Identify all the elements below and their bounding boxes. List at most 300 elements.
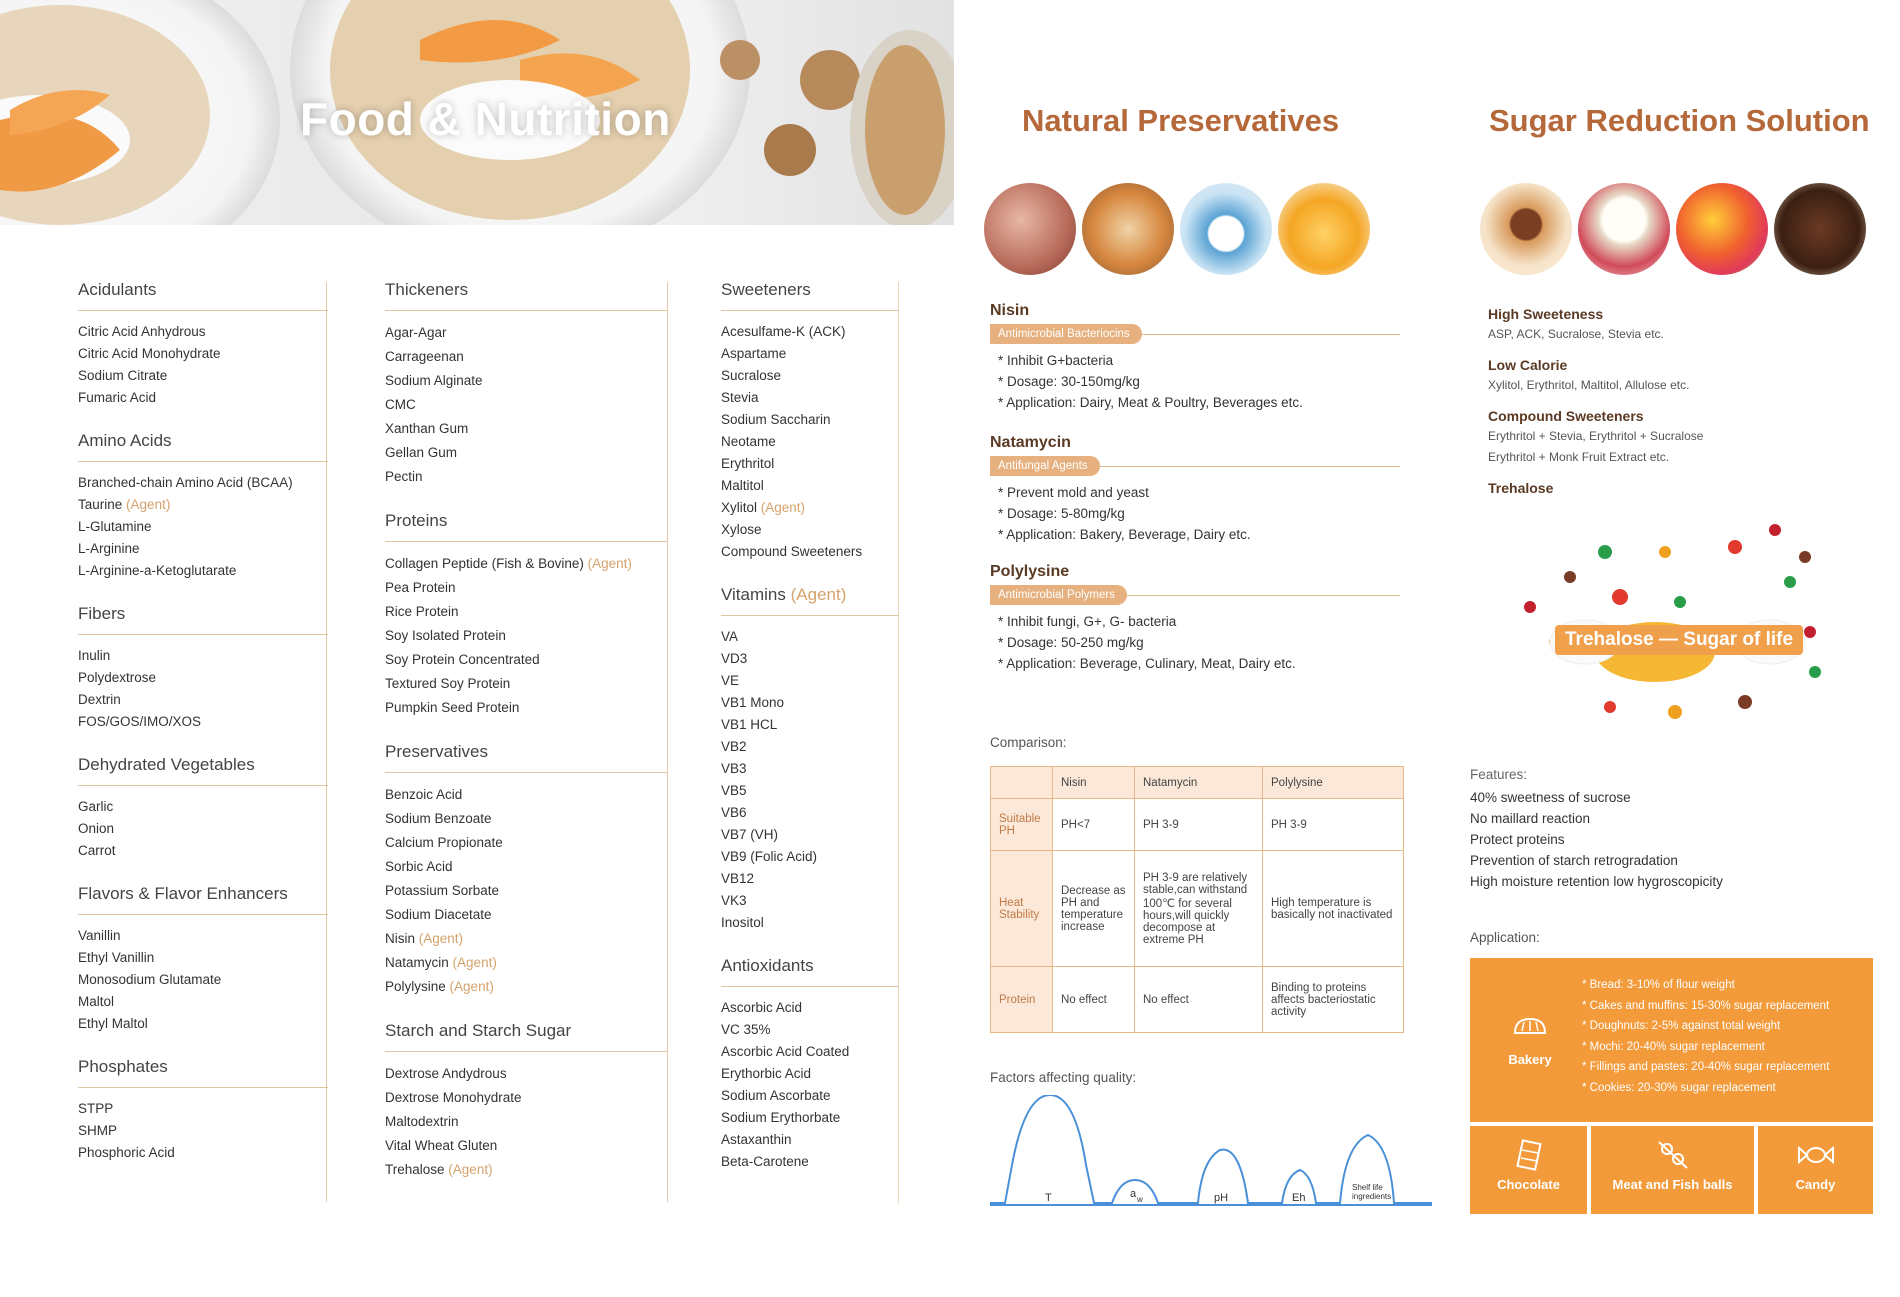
table-cell: No effect (1135, 967, 1263, 1033)
feature-item: Prevention of starch retrogradation (1470, 853, 1678, 868)
chocolate-icon (1514, 1138, 1544, 1172)
agent-tag: (Agent) (449, 979, 494, 994)
category-title (385, 1021, 667, 1052)
ingredient-item (78, 711, 328, 733)
category-title (721, 956, 899, 987)
ingredient-item (721, 692, 899, 714)
category-title (78, 280, 328, 311)
agent-tag: (Agent) (452, 955, 497, 970)
ingredient-item (385, 1158, 667, 1182)
category-title-text: Thickeners (385, 280, 469, 299)
bakery-bullet: * Cookies: 20-30% sugar replacement (1582, 1081, 1776, 1094)
pizza-photo (1082, 183, 1174, 275)
column-divider (667, 282, 668, 1202)
chocolate-label: Chocolate (1497, 1177, 1560, 1192)
hero-title: Food & Nutrition (300, 93, 671, 145)
ingredient-name: Sodium Alginate (385, 373, 483, 388)
ingredient-item (721, 1085, 899, 1107)
comparison-label: Comparison: (990, 735, 1067, 750)
preservative-block (990, 434, 1400, 545)
ingredient-name: VB6 (721, 805, 747, 820)
category-title (385, 511, 667, 542)
ingredient-item (721, 409, 899, 431)
ingredient-item (721, 321, 899, 343)
bakery-bullet: * Cakes and muffins: 15-30% sugar replacement (1582, 999, 1830, 1012)
ingredient-item (385, 975, 667, 999)
ingredient-name: Erythorbic Acid (721, 1066, 812, 1081)
ingredient-item (721, 868, 899, 890)
ingredient-item (721, 1041, 899, 1063)
ingredient-name: STPP (78, 1101, 114, 1116)
ingredient-name: Stevia (721, 390, 759, 405)
ingredient-item (721, 453, 899, 475)
table-row-header: Heat Stability (991, 851, 1053, 967)
ingredient-category (385, 1021, 667, 1182)
agent-tag: (Agent) (418, 931, 464, 946)
ingredient-name: FOS/GOS/IMO/XOS (78, 714, 202, 729)
sweetener-group-title: Compound Sweeteners (1488, 408, 1644, 424)
preservative-tag-row (990, 324, 1400, 344)
sweetener-group (1488, 355, 1878, 396)
table-cell: Decrease as PH and temperature increase (1053, 851, 1135, 967)
table-header-cell: Natamycin (1135, 767, 1263, 799)
candy-icon (1796, 1138, 1836, 1172)
sweetener-group-detail: ASP, ACK, Sucralose, Stevia etc. (1488, 327, 1664, 341)
ingredient-name: Nisin (385, 931, 416, 946)
ingredient-item (385, 807, 667, 831)
ingredient-name: Rice Protein (385, 604, 459, 619)
factors-hurdle-diagram (990, 1095, 1432, 1215)
ingredient-name: Aspartame (721, 346, 787, 361)
ice-cream-photo (1578, 183, 1670, 275)
candy-tile (1758, 1126, 1873, 1214)
ingredient-item (721, 802, 899, 824)
ingredient-item (385, 600, 667, 624)
agent-tag: (Agent) (790, 585, 847, 604)
ingredient-name: CMC (385, 397, 416, 412)
ingredient-name: VB2 (721, 739, 747, 754)
ingredient-item (78, 343, 328, 365)
ingredient-name: Agar-Agar (385, 325, 447, 340)
candy-label: Candy (1795, 1177, 1836, 1192)
category-title-text: Flavors & Flavor Enhancers (78, 884, 288, 903)
ingredient-item (385, 321, 667, 345)
ingredient-item (78, 840, 328, 862)
ingredient-item (78, 667, 328, 689)
ingredient-item (78, 947, 328, 969)
agent-tag: (Agent) (448, 1162, 493, 1177)
ingredient-name: Phosphoric Acid (78, 1145, 175, 1160)
ingredient-name: Sorbic Acid (385, 859, 453, 874)
bakery-bullet: * Mochi: 20-40% sugar replacement (1582, 1040, 1765, 1053)
ingredient-item (78, 818, 328, 840)
ingredient-item (78, 645, 328, 667)
ingredient-name: Ascorbic Acid Coated (721, 1044, 850, 1059)
sweetener-group-title: Low Calorie (1488, 357, 1568, 373)
chocolate-cake-photo (1774, 183, 1866, 275)
ingredient-name: Polydextrose (78, 670, 157, 685)
meat-fish-balls-label: Meat and Fish balls (1612, 1177, 1733, 1192)
factors-label: Factors affecting quality: (990, 1070, 1137, 1085)
ingredient-item (721, 431, 899, 453)
category-title-text: Acidulants (78, 280, 157, 299)
table-cell: PH 3-9 (1263, 799, 1404, 851)
ingredient-name: Natamycin (385, 955, 449, 970)
ingredient-item (385, 903, 667, 927)
sweetener-group-title: Trehalose (1488, 480, 1554, 496)
preservative-tag-row (990, 456, 1400, 476)
meat-photo (984, 183, 1076, 275)
ingredient-category (78, 280, 328, 409)
ingredient-name: VE (721, 673, 740, 688)
ingredient-item (78, 1098, 328, 1120)
ingredient-name: Calcium Propionate (385, 835, 503, 850)
bakery-label: Bakery (1508, 1052, 1552, 1067)
ingredient-name: Sucralose (721, 368, 782, 383)
factor-label: pH (1214, 1192, 1229, 1204)
ingredient-item (78, 365, 328, 387)
ingredient-item (721, 736, 899, 758)
ingredient-name: Astaxanthin (721, 1132, 792, 1147)
ingredient-name: Ethyl Vanillin (78, 950, 155, 965)
category-title-text: Antioxidants (721, 956, 814, 975)
ingredient-item (385, 648, 667, 672)
ingredient-item (385, 393, 667, 417)
ingredient-item (721, 997, 899, 1019)
ingredient-category (78, 755, 328, 862)
ingredient-item (385, 831, 667, 855)
preservative-detail: * Dosage: 50-250 mg/kg (998, 635, 1144, 650)
table-row (991, 967, 1404, 1033)
ingredient-item (78, 387, 328, 409)
ingredient-name: Sodium Benzoate (385, 811, 492, 826)
ingredient-item (385, 369, 667, 393)
ingredient-item (78, 1013, 328, 1035)
sweetener-group-detail: Erythritol + Monk Fruit Extract etc. (1488, 450, 1670, 464)
ingredient-item (78, 560, 328, 582)
ingredient-name: Collagen Peptide (Fish & Bovine) (385, 556, 584, 571)
feature-item: 40% sweetness of sucrose (1470, 790, 1631, 805)
ingredient-name: Maltol (78, 994, 115, 1009)
ingredient-item (721, 780, 899, 802)
ingredient-name: Textured Soy Protein (385, 676, 511, 691)
ingredient-name: L-Arginine-a-Ketoglutarate (78, 563, 237, 578)
ingredient-name: Sodium Erythorbate (721, 1110, 841, 1125)
ingredient-name: VB1 Mono (721, 695, 785, 710)
sweetener-group-detail: Xylitol, Erythritol, Maltitol, Allulose etc. (1488, 378, 1690, 392)
ingredient-name: Benzoic Acid (385, 787, 463, 802)
ingredient-item (78, 472, 328, 494)
factor-label: Shelf life (1352, 1183, 1383, 1192)
category-title-text: Starch and Starch Sugar (385, 1021, 572, 1040)
category-title (78, 431, 328, 462)
preservative-detail: * Application: Beverage, Culinary, Meat, Dairy etc. (998, 656, 1296, 671)
ingredient-item (78, 538, 328, 560)
ingredient-name: VB12 (721, 871, 755, 886)
ingredient-name: Polylysine (385, 979, 446, 994)
category-title (385, 280, 667, 311)
ingredient-item (721, 541, 899, 563)
table-row (991, 851, 1404, 967)
ingredient-item (78, 1142, 328, 1164)
table-cell: No effect (1053, 967, 1135, 1033)
factor-label: ingredients (1352, 1192, 1392, 1201)
ingredient-category (78, 884, 328, 1035)
preservative-detail: * Application: Bakery, Beverage, Dairy etc. (998, 527, 1251, 542)
ingredient-name: VB1 HCL (721, 717, 778, 732)
ingredient-category (721, 585, 899, 934)
ingredient-category (385, 511, 667, 720)
ingredient-name: Inositol (721, 915, 764, 930)
ingredient-name: SHMP (78, 1123, 118, 1138)
bakery-bullets (1582, 975, 1829, 1098)
ingredient-category (78, 1057, 328, 1164)
factor-label: Eh (1292, 1192, 1306, 1204)
preservative-category-tag: Antimicrobial Bacteriocins (990, 324, 1142, 344)
ingredient-category (78, 604, 328, 733)
table-header-cell: Polylysine (1263, 767, 1404, 799)
table-header-cell (991, 767, 1053, 799)
ingredient-name: Carrot (78, 843, 116, 858)
ingredient-name: Soy Protein Concentrated (385, 652, 540, 667)
bread-icon (1512, 1013, 1548, 1041)
ingredient-name: Sodium Ascorbate (721, 1088, 831, 1103)
factor-label: a (1130, 1188, 1137, 1200)
table-header-cell: Nisin (1053, 767, 1135, 799)
preservative-detail: * Inhibit G+bacteria (998, 353, 1114, 368)
ingredient-name: Vital Wheat Gluten (385, 1138, 498, 1153)
features-label: Features: (1470, 767, 1528, 782)
category-title-text: Amino Acids (78, 431, 172, 450)
ingredient-category (385, 742, 667, 999)
ingredient-name: VB5 (721, 783, 747, 798)
ingredient-item (78, 321, 328, 343)
features-list (1470, 787, 1723, 892)
sweetener-group (1488, 406, 1878, 468)
ingredient-name: Pectin (385, 469, 423, 484)
ingredient-item (385, 345, 667, 369)
factor-label: T (1045, 1192, 1052, 1204)
ingredient-name: Dextrose Andydrous (385, 1066, 507, 1081)
preservative-detail: * Prevent mold and yeast (998, 485, 1149, 500)
ingredient-category (385, 280, 667, 489)
ingredient-item (385, 783, 667, 807)
ingredient-item (721, 387, 899, 409)
dairy-photo (1180, 183, 1272, 275)
category-title-text: Proteins (385, 511, 448, 530)
ingredient-item (721, 475, 899, 497)
ingredient-item (385, 672, 667, 696)
ingredient-item (721, 1129, 899, 1151)
ingredient-category (721, 956, 899, 1173)
ingredient-name: VC 35% (721, 1022, 771, 1037)
ingredient-name: Xylose (721, 522, 762, 537)
sweetener-group (1488, 478, 1878, 498)
sweetener-group-title: High Sweeteness (1488, 306, 1604, 322)
ingredient-item (721, 1107, 899, 1129)
category-title (721, 585, 899, 616)
table-cell: PH 3-9 (1135, 799, 1263, 851)
feature-item: Protect proteins (1470, 832, 1565, 847)
ingredient-item (78, 494, 328, 516)
ingredient-name: VB3 (721, 761, 747, 776)
preservative-category-tag: Antifungal Agents (990, 456, 1100, 476)
bakery-bullet: * Fillings and pastes: 20-40% sugar replacement (1582, 1061, 1830, 1073)
ingredient-item (385, 1062, 667, 1086)
ingredient-name: Sodium Diacetate (385, 907, 492, 922)
ingredient-name: Maltitol (721, 478, 764, 493)
ingredient-name: Neotame (721, 434, 776, 449)
ingredient-column-2 (385, 280, 667, 1204)
ingredient-item (721, 519, 899, 541)
bakery-bullet: * Doughnuts: 2-5% against total weight (1582, 1020, 1781, 1032)
ingredient-name: Trehalose (385, 1162, 445, 1177)
ingredient-item (721, 626, 899, 648)
ingredient-item (385, 417, 667, 441)
ingredient-item (385, 624, 667, 648)
preservative-name: Natamycin (990, 434, 1071, 451)
ingredient-name: Dextrin (78, 692, 121, 707)
table-cell: PH 3-9 are relatively stable,can withstand 100℃ for several hours,will quickly decompose at extreme PH (1135, 851, 1263, 967)
sweetener-groups (1488, 304, 1878, 508)
ingredient-name: VK3 (721, 893, 747, 908)
sweetener-group-detail: Erythritol + Stevia, Erythritol + Sucralose (1488, 429, 1704, 443)
preservative-name: Nisin (990, 302, 1030, 319)
ingredient-name: Acesulfame-K (ACK) (721, 324, 846, 339)
category-title (78, 884, 328, 915)
category-title-text: Phosphates (78, 1057, 168, 1076)
preservative-detail: * Application: Dairy, Meat & Poultry, Beverages etc. (998, 395, 1303, 410)
table-row-header: Suitable PH (991, 799, 1053, 851)
ingredient-item (721, 343, 899, 365)
comparison-table (990, 766, 1404, 1033)
ingredient-name: Ethyl Maltol (78, 1016, 148, 1031)
ingredient-name: Dextrose Monohydrate (385, 1090, 522, 1105)
ingredient-category (721, 280, 899, 563)
agent-tag: (Agent) (126, 497, 171, 512)
preservative-name: Polylysine (990, 563, 1070, 580)
category-title-text: Fibers (78, 604, 126, 623)
agent-tag: (Agent) (587, 556, 632, 571)
sugar-reduction-title: Sugar Reduction Solution (1489, 103, 1870, 138)
ingredient-item (385, 1110, 667, 1134)
ingredient-name: Monosodium Glutamate (78, 972, 222, 987)
ingredient-name: VB7 (VH) (721, 827, 779, 842)
ingredient-item (78, 925, 328, 947)
meat-fish-balls-tile (1591, 1126, 1754, 1214)
ingredient-name: Carrageenan (385, 349, 464, 364)
ingredient-name: Pumpkin Seed Protein (385, 700, 520, 715)
ingredient-name: Taurine (78, 497, 123, 512)
hero-banner (0, 0, 954, 225)
category-title (78, 755, 328, 786)
category-title-text: Vitamins (721, 585, 786, 604)
table-cell: PH<7 (1053, 799, 1135, 851)
ingredient-item (721, 365, 899, 387)
ingredient-item (385, 576, 667, 600)
ingredient-name: Gellan Gum (385, 445, 458, 460)
preservative-detail: * Dosage: 30-150mg/kg (998, 374, 1140, 389)
ingredient-name: Xanthan Gum (385, 421, 469, 436)
ingredient-name: Beta-Carotene (721, 1154, 809, 1169)
ingredient-item (721, 824, 899, 846)
application-label: Application: (1470, 930, 1540, 945)
category-title-text: Dehydrated Vegetables (78, 755, 255, 774)
ingredient-name: Potassium Sorbate (385, 883, 500, 898)
ingredient-item (721, 497, 899, 519)
preservative-tag-row (990, 585, 1400, 605)
sweetener-group (1488, 304, 1878, 345)
ingredient-name: VD3 (721, 651, 748, 666)
ingredient-item (385, 696, 667, 720)
skewer-icon (1655, 1138, 1691, 1172)
ingredient-item (78, 796, 328, 818)
category-title (385, 742, 667, 773)
ingredient-item (78, 969, 328, 991)
ingredient-name: Fumaric Acid (78, 390, 157, 405)
ingredient-name: Soy Isolated Protein (385, 628, 506, 643)
chocolate-tile (1470, 1126, 1587, 1214)
ingredient-name: Ascorbic Acid (721, 1000, 803, 1015)
ingredient-name: VB9 (Folic Acid) (721, 849, 818, 864)
features-block (1470, 764, 1723, 892)
ingredient-category (78, 431, 328, 582)
ingredient-name: VA (721, 629, 739, 644)
category-title (78, 604, 328, 635)
ingredient-item (721, 670, 899, 692)
ingredient-column-1 (78, 280, 328, 1186)
ingredient-name: Vanillin (78, 928, 121, 943)
factor-subscript: w (1137, 1195, 1143, 1204)
beverage-photo (1278, 183, 1370, 275)
ingredient-name: Maltodextrin (385, 1114, 459, 1129)
ingredient-name: Compound Sweeteners (721, 544, 863, 559)
ingredient-item (385, 951, 667, 975)
bakery-tile (1500, 1013, 1560, 1067)
ingredient-item (721, 648, 899, 670)
category-title-text: Preservatives (385, 742, 488, 761)
ingredient-name: Sodium Saccharin (721, 412, 831, 427)
ingredient-item (78, 516, 328, 538)
ingredient-item (721, 1151, 899, 1173)
ingredient-name: Xylitol (721, 500, 758, 515)
ingredient-item (721, 714, 899, 736)
ingredient-item (78, 689, 328, 711)
table-header-row (991, 767, 1404, 799)
category-title (78, 1057, 328, 1088)
ingredient-name: Sodium Citrate (78, 368, 168, 383)
preservative-block (990, 563, 1400, 674)
ingredient-item (78, 991, 328, 1013)
ingredient-name: Erythritol (721, 456, 775, 471)
ingredient-item (721, 1063, 899, 1085)
preservative-category-tag: Antimicrobial Polymers (990, 585, 1127, 605)
ingredient-item (385, 879, 667, 903)
table-cell: Binding to proteins affects bacteriostatic activity (1263, 967, 1404, 1033)
ingredient-name: Citric Acid Anhydrous (78, 324, 206, 339)
ingredient-item (721, 890, 899, 912)
ingredient-name: L-Arginine (78, 541, 140, 556)
feature-item: High moisture retention low hygroscopicity (1470, 874, 1723, 889)
ingredient-item (721, 912, 899, 934)
ingredient-item (78, 1120, 328, 1142)
bakery-application-box (1470, 958, 1873, 1122)
ingredient-name: Garlic (78, 799, 114, 814)
ingredient-item (385, 552, 667, 576)
table-row (991, 799, 1404, 851)
category-title-text: Sweeteners (721, 280, 811, 299)
ingredient-name: Inulin (78, 648, 111, 663)
